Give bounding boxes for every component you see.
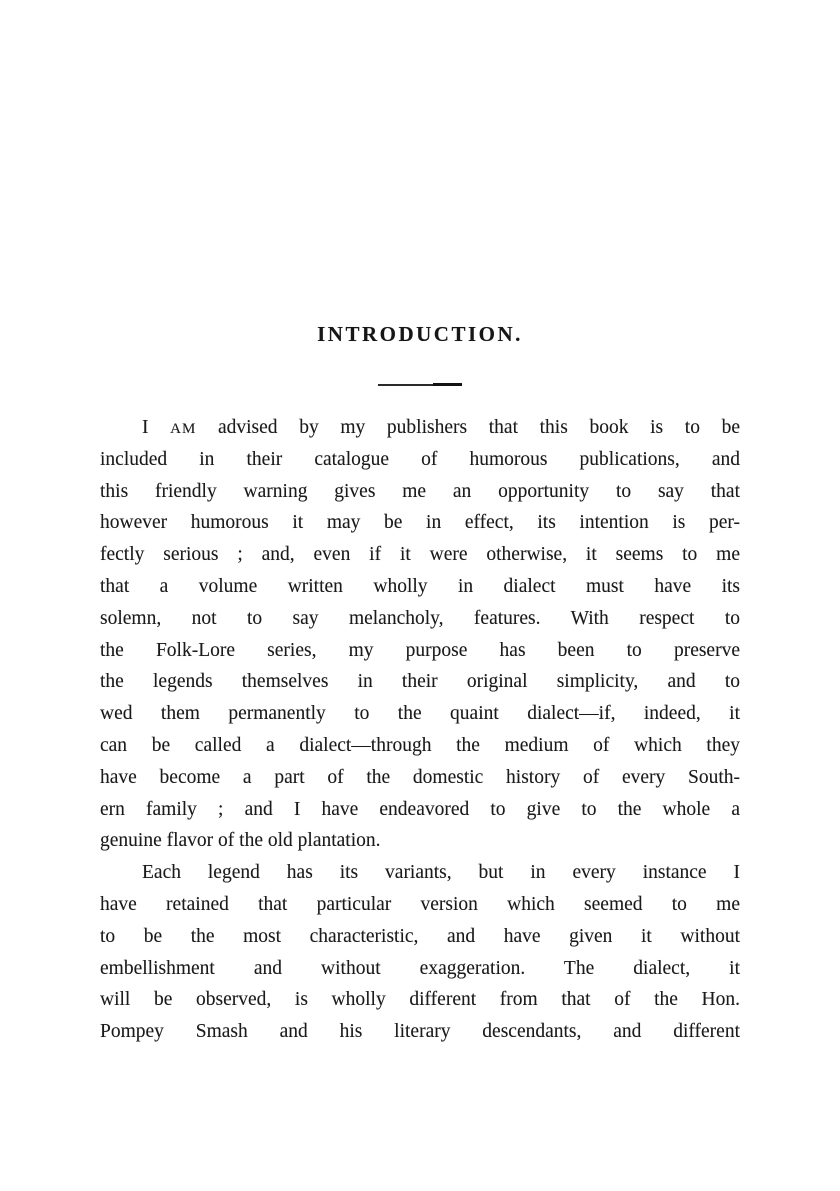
text-line: ern family ; and I have endeavored to give to the whole a [100,798,740,820]
text-line: have retained that particular version which seemed to me [100,893,740,915]
text-line: genuine flavor of the old plantation. [100,830,381,852]
text-line: Each legend has its variants, but in every instance I [142,862,740,884]
small-caps-run: AM [170,421,197,437]
text-line: will be observed, is wholly different from that of the Hon. [100,989,740,1011]
paragraph [100,412,740,857]
text-line: solemn, not to say melancholy, features. With respect to [100,607,740,629]
body-text [100,412,740,1048]
text-line: have become a part of the domestic history of every South- [100,766,740,788]
text-line: however humorous it may be in effect, its intention is per- [100,512,740,534]
text-line: embellishment and without exaggeration. The dialect, it [100,957,740,979]
text-line: included in their catalogue of humorous publications, and [100,448,740,470]
text-line: this friendly warning gives me an opportunity to say that [100,480,740,502]
text-line: the Folk-Lore series, my purpose has been to preserve [100,639,740,661]
text-line: Pompey Smash and his literary descendants, and different [100,1021,740,1043]
page-title: INTRODUCTION. [317,322,523,346]
text-line: that a volume written wholly in dialect must have its [100,575,740,597]
text-run: I [142,417,171,438]
text-run: advised by my publishers that this book is to be [196,417,740,438]
text-line: can be called a dialect—through the medium of which they [100,734,740,756]
text-line [100,412,740,444]
text-line: to be the most characteristic, and have given it without [100,925,740,947]
text-line: fectly serious ; and, even if it were otherwise, it seems to me [100,544,740,566]
title-divider-rule [378,384,462,386]
text-line: the legends themselves in their original simplicity, and to [100,671,740,693]
text-line: wed them permanently to the quaint dialect—if, indeed, it [100,703,740,725]
paragraph [100,857,740,1048]
